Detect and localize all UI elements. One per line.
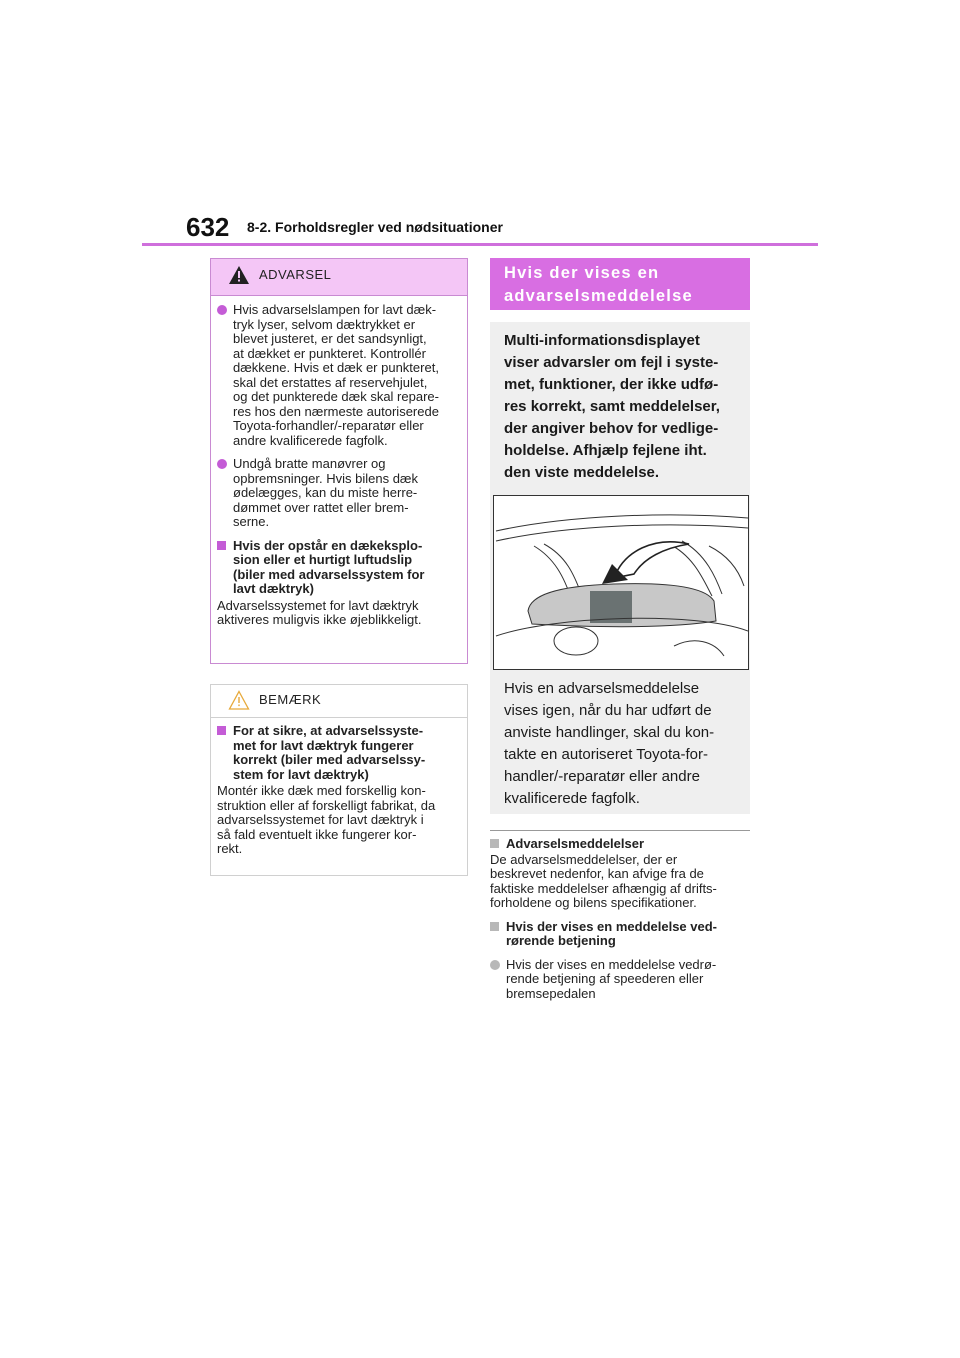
- bullet-dot-icon: [217, 305, 227, 315]
- warning-header: [211, 259, 467, 296]
- operation-item-text: Hvis der vises en meddelelse vedrø- rende betjening af speederen eller bremsepedalen: [506, 956, 717, 1001]
- warning-box: [210, 258, 468, 664]
- section-divider: [490, 830, 750, 831]
- warning-item-2: [217, 457, 461, 530]
- info-panel: [490, 322, 750, 814]
- operation-heading-text: Hvis der vises en meddelelse ved- rørende betjening: [506, 918, 717, 948]
- warning-item-2-text: Undgå bratte manøvrer og opbremsninger. Hvis bilens dæk ødelægges, kan du miste herre- dømmet over rattet eller brem- serne.: [233, 456, 418, 529]
- note-heading: [217, 724, 461, 782]
- page-number: 632: [186, 212, 230, 242]
- messages-section: [490, 837, 752, 1001]
- intro-text: Multi-informationsdisplayet viser advarsler om fejl i syste- met, funktioner, der ikke udfø- res korrekt, samt meddelelser, der angiver behov for vedlige- holdelse. Afhjælp fejlene iht. den viste meddelelse.: [504, 332, 720, 481]
- warning-label: ADVARSEL: [259, 267, 332, 282]
- bullet-dot-icon: [490, 960, 500, 970]
- messages-heading: [490, 837, 752, 852]
- bullet-square-icon: [217, 726, 226, 735]
- bullet-square-icon: [490, 922, 499, 931]
- warning-heading-3: [217, 539, 461, 597]
- bullet-dot-icon: [217, 459, 227, 469]
- operation-heading: [490, 920, 752, 949]
- dashboard-illustration: [493, 495, 749, 670]
- note-header: [211, 685, 467, 718]
- messages-text: De advarselsmeddelelser, der er beskrevet nedenfor, kan afvige fra de faktiske meddelelser afhængig af drifts- forholdene og bilens specifikationer.: [490, 851, 717, 910]
- bullet-square-icon: [490, 839, 499, 848]
- note-text: Montér ikke dæk med forskellig kon- struktion eller af forskelligt fabrikat, da advarselssystemet for lavt dæktryk i så fald eventuelt ikke fungerer kor- rekt.: [217, 783, 436, 856]
- messages-heading-text: Advarselsmeddelelser: [506, 836, 645, 851]
- warning-item-1: [217, 303, 461, 448]
- caution-triangle-icon: [228, 690, 250, 710]
- operation-item: [490, 958, 752, 1002]
- note-heading-text: For at sikre, at advarselssyste- met for lavt dæktryk fungerer korrekt (biler med advarselssy- stem for lavt dæktryk): [233, 723, 426, 782]
- note-box: [210, 684, 468, 876]
- warning-triangle-icon: [228, 265, 250, 285]
- warning-text-3: Advarselssystemet for lavt dæktryk aktiveres muligvis ikke øjeblikkeligt.: [217, 597, 422, 627]
- banner-title: Hvis der vises en advarselsmeddelelse: [504, 264, 693, 305]
- dashboard-display-icon: [494, 496, 748, 669]
- bullet-square-icon: [217, 541, 226, 550]
- warning-item-1-text: Hvis advarselslampen for lavt dæk- tryk lyser, selvom dæktrykket er blevet justeret, er det sandsynligt, at dækket er punkteret. Kontrollér dækkene. Hvis et dæk er punkteret, skal det erstattes af reservehjulet, og det punkterede dæk skal repare- res hos den nærmeste autoriserede Toyota-forhandler/-reparatør eller andre kvalificerede fagfolk.: [233, 302, 439, 448]
- warning-heading-3-text: Hvis der opstår en dækeksplo- sion eller et hurtigt luftudslip (biler med advarselssystem for lavt dæktryk): [233, 537, 425, 596]
- header-rule: [142, 243, 818, 246]
- figure-caption: Hvis en advarselsmeddelelse vises igen, når du har udført de anviste handlinger, skal du kon- takte en autoriseret Toyota-for- handler/-reparatør eller andre kvalificerede fagfolk.: [504, 680, 715, 807]
- section-title: 8-2. Forholdsregler ved nødsituationer: [247, 219, 503, 235]
- section-banner: [490, 258, 750, 310]
- note-label: BEMÆRK: [259, 692, 322, 707]
